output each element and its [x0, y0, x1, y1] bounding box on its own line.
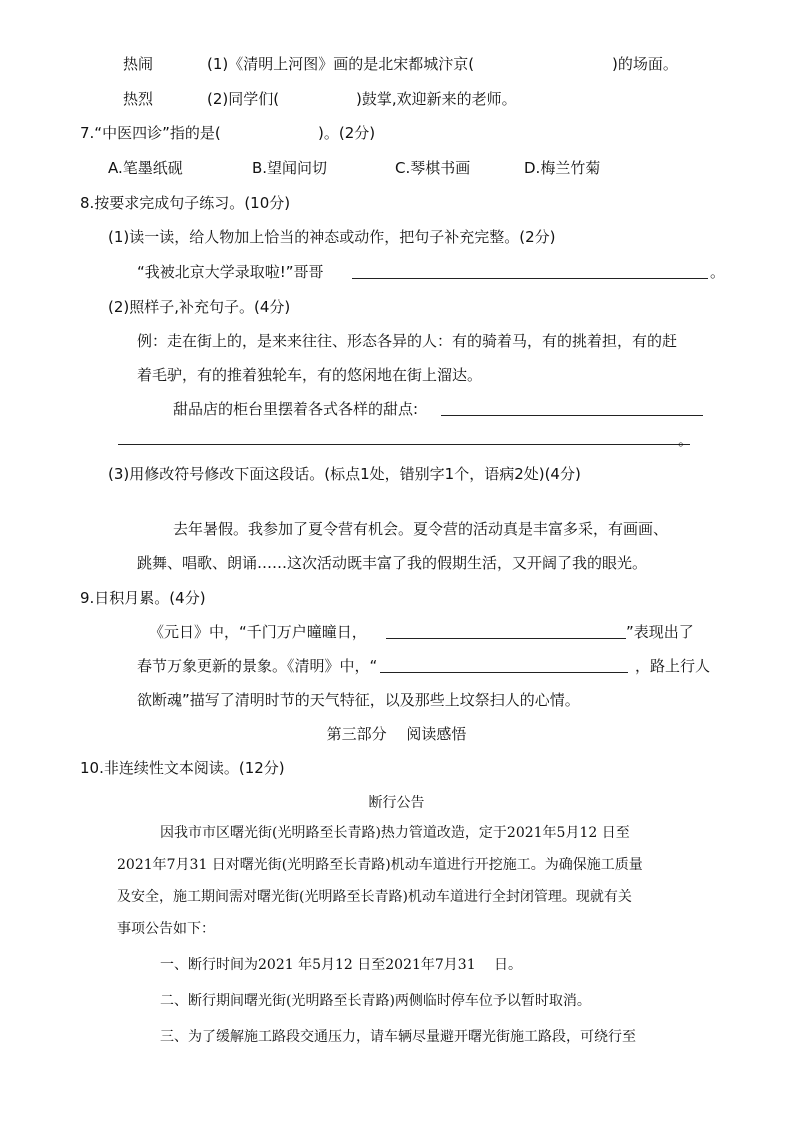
q9-title: 9.日积月累。(4分) — [80, 589, 206, 607]
q8-part2-period: 。 — [678, 431, 694, 449]
notice-paragraph-line-4: 事项公告如下： — [117, 921, 215, 937]
q8-part2-answer-line-2[interactable] — [118, 444, 690, 445]
q8-part2-task: 甜品店的柜台里摆着各式各样的甜点: — [173, 400, 419, 418]
notice-paragraph-line-3: 及安全，施工期间需对曙光街(光明路至长青路)机动车道进行全封闭管理。现就有关 — [117, 889, 632, 905]
q7-option-a[interactable]: A.笔墨纸砚 — [108, 159, 183, 177]
notice-paragraph-line-1: 因我市市区曙光街(光明路至长青路)热力管道改造，定于2021年5月12 日至 — [160, 825, 630, 841]
q6-word-2: 热烈 — [123, 90, 154, 108]
q7-option-d[interactable]: D.梅兰竹菊 — [524, 159, 601, 177]
section-3-heading: 第三部分 阅读感悟 — [326, 725, 467, 743]
notice-item-1: 一、断行时间为2021 年5月12 日至2021年7月31 日。 — [160, 957, 523, 973]
q8-part1-sentence: “我被北京大学录取啦!”哥哥 — [137, 263, 324, 281]
q8-part3-text-line-2: 跳舞、唱歌、朗诵……这次活动既丰富了我的假期生活，又开阔了我的眼光。 — [137, 554, 648, 572]
q8-title: 8.按要求完成句子练习。(10分) — [80, 194, 291, 212]
q9-line-3: 欲断魂”描写了清明时节的天气特征，以及那些上坟祭扫人的心情。 — [137, 691, 580, 709]
q8-part2-instruction: (2)照样子,补充句子。(4分) — [108, 298, 291, 316]
notice-title: 断行公告 — [368, 795, 425, 811]
q8-part1-instruction: (1)读一读，给人物加上恰当的神态或动作，把句子补充完整。(2分) — [108, 228, 556, 246]
q9-line-1-prefix: 《元日》中，“千门万户曈曈日， — [149, 623, 367, 641]
q8-part1-answer-line[interactable] — [352, 278, 708, 279]
q8-part1-period: 。 — [710, 263, 726, 281]
q8-part2-answer-line-1[interactable] — [441, 415, 703, 416]
q9-blank-2[interactable] — [380, 672, 628, 673]
q9-line-1-suffix: ”表现出了 — [626, 623, 694, 641]
q8-part2-example-line-2: 着毛驴，有的推着独轮车，有的悠闲地在街上溜达。 — [137, 366, 483, 384]
q7-option-b[interactable]: B.望闻问切 — [252, 159, 328, 177]
q10-title: 10.非连续性文本阅读。(12分) — [80, 759, 285, 777]
q9-line-2-suffix: ，路上行人 — [635, 657, 711, 675]
notice-paragraph-line-2: 2021年7月31 日对曙光街(光明路至长青路)机动车道进行开挖施工。为确保施工质量 — [117, 857, 643, 873]
q6-word-1: 热闹 — [123, 55, 154, 73]
q7-stem-prefix: 7.“中医四诊”指的是( — [80, 124, 221, 142]
q9-blank-1[interactable] — [386, 638, 626, 639]
q8-part2-example-line-1: 例：走在街上的，是来来往往、形态各异的人：有的骑着马，有的挑着担，有的赶 — [137, 332, 678, 350]
q8-part3-instruction: (3)用修改符号修改下面这段话。(标点1处，错别字1个，语病2处)(4分) — [108, 465, 581, 483]
q7-stem-suffix: )。(2分) — [318, 124, 376, 142]
notice-item-3: 三、为了缓解施工路段交通压力，请车辆尽量避开曙光街施工路段，可绕行至 — [160, 1029, 636, 1045]
notice-item-2: 二、断行期间曙光街(光明路至长青路)两侧临时停车位予以暂时取消。 — [160, 993, 591, 1009]
q6-sentence-1-suffix: )的场面。 — [612, 55, 678, 73]
q6-sentence-1-prefix: (1)《清明上河图》画的是北宋都城汴京( — [207, 55, 475, 73]
q6-sentence-2-prefix: (2)同学们( — [207, 90, 280, 108]
q9-line-2-prefix: 春节万象更新的景象。《清明》中，“ — [137, 657, 378, 675]
q6-sentence-2-suffix: )鼓掌,欢迎新来的老师。 — [356, 90, 517, 108]
q7-option-c[interactable]: C.琴棋书画 — [395, 159, 471, 177]
q8-part3-text-line-1: 去年暑假。我参加了夏令营有机会。夏令营的活动真是丰富多采，有画画、 — [173, 520, 669, 538]
